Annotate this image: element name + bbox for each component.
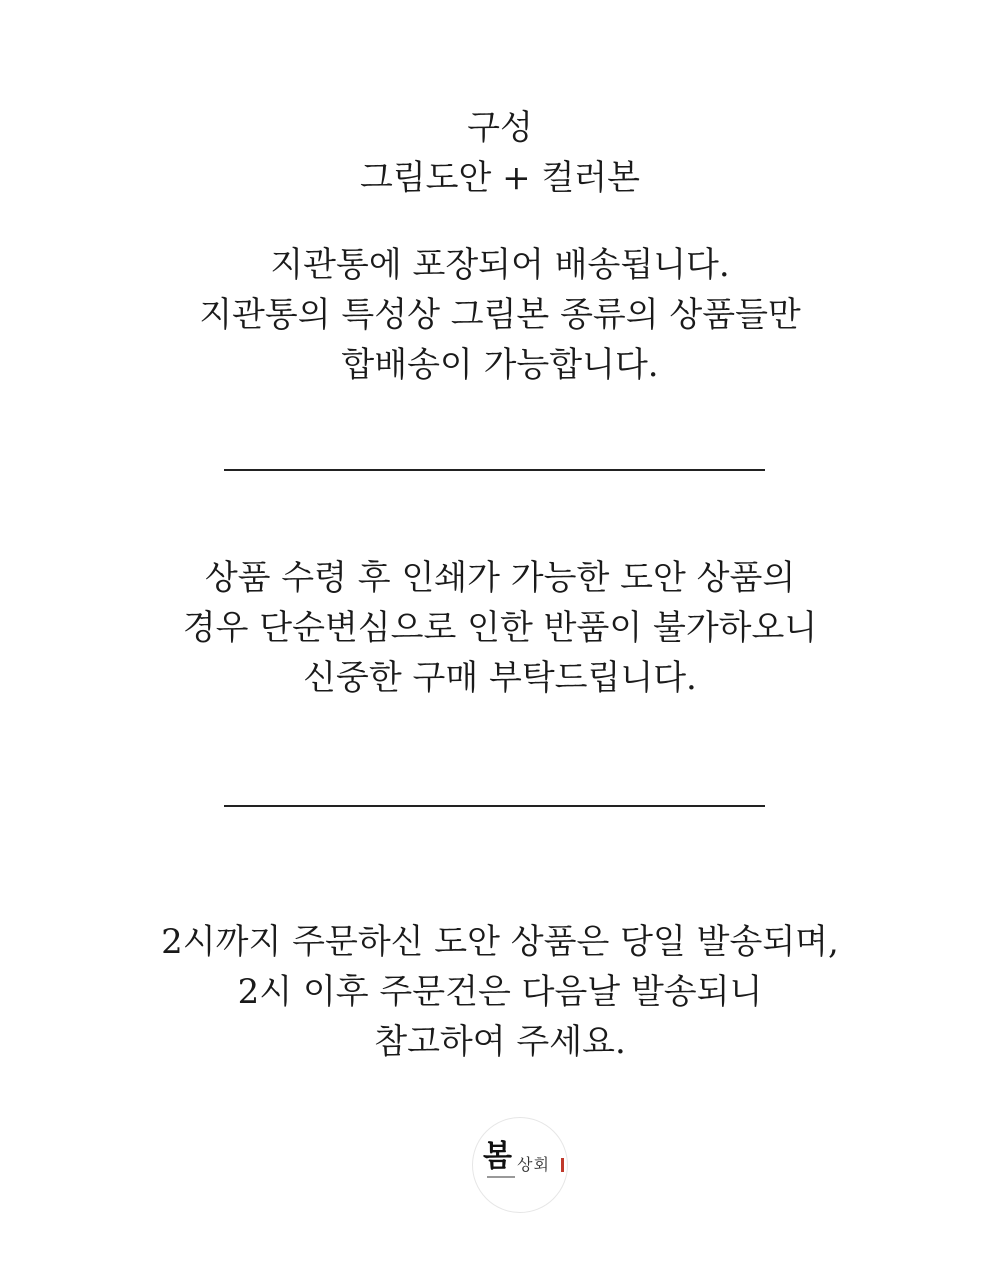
return-line-3: 신중한 구매 부탁드립니다. [303,658,697,698]
packaging-line-3: 합배송이 가능합니다. [341,345,659,385]
logo-sub-text: 상회 [517,1155,550,1174]
packaging-line-2: 지관통의 특성상 그림본 종류의 상품들만 [199,295,801,335]
dispatch-time-section [0,917,1000,1067]
brand-logo [472,1117,568,1213]
packaging-line-1: 지관통에 포장되어 배송됩니다. [270,245,730,285]
shipping-packaging-section [0,240,1000,390]
composition-detail: 그림도안 + 컬러본 [359,158,640,198]
dispatch-line-1: 2시까지 주문하신 도안 상품은 당일 발송되며, [161,922,839,962]
logo-accent-bar [561,1158,564,1172]
divider-bottom [224,805,765,807]
divider-top [224,469,765,471]
return-line-1: 상품 수령 후 인쇄가 가능한 도안 상품의 [204,558,796,598]
logo-main-glyph: 봄 [483,1139,512,1174]
composition-title: 구성 [467,108,533,148]
dispatch-line-2: 2시 이후 주문건은 다음날 발송되니 [237,972,763,1012]
logo-underline [487,1176,515,1178]
dispatch-line-3: 참고하여 주세요. [374,1022,626,1062]
composition-section [0,103,1000,203]
return-line-2: 경우 단순변심으로 인한 반품이 불가하오니 [182,608,818,648]
return-policy-section [0,553,1000,703]
